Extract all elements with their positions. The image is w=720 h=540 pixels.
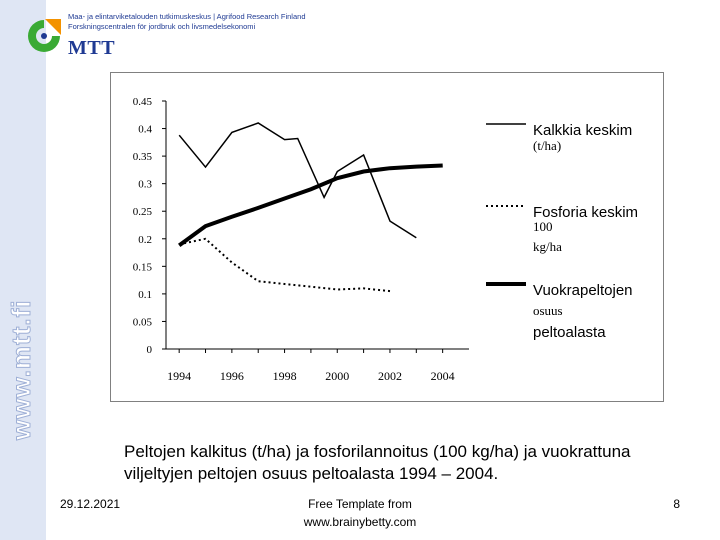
org-line-1: Maa- ja elintarviketalouden tutkimuskeskus | Agrifood Research Finland bbox=[68, 12, 306, 21]
page-number: 8 bbox=[673, 497, 680, 511]
mtt-logo-icon bbox=[24, 16, 64, 56]
slide-caption: Peltojen kalkitus (t/ha) ja fosforilannoitus (100 kg/ha) ja vuokrattuna viljeltyjen peltojen osuus peltoalasta 1994 – 2004. bbox=[124, 442, 631, 483]
x-tick-label: 2004 bbox=[430, 369, 455, 383]
y-tick-label: 0.35 bbox=[132, 151, 152, 164]
footer-template-credit bbox=[260, 495, 460, 531]
x-tick-label: 1994 bbox=[167, 369, 192, 383]
chart-frame bbox=[110, 72, 664, 402]
series-line-3 bbox=[179, 166, 443, 246]
y-tick-label: 0.25 bbox=[132, 206, 152, 219]
y-tick-label: 0.15 bbox=[132, 261, 152, 274]
y-tick-label: 0.4 bbox=[138, 123, 152, 136]
x-tick-label: 2000 bbox=[325, 369, 350, 383]
y-tick-label: 0 bbox=[146, 344, 152, 356]
legend-label-2: Fosforia keskim bbox=[533, 204, 639, 221]
legend-label-3: Vuokrapeltojen bbox=[533, 282, 633, 299]
y-tick-label: 0.1 bbox=[138, 288, 152, 301]
legend-unit-2: kg/ha bbox=[533, 239, 562, 254]
brand-name: MTT bbox=[68, 37, 116, 59]
y-tick-label: 0.2 bbox=[138, 233, 152, 246]
line-chart bbox=[111, 73, 665, 403]
x-tick-label: 1996 bbox=[219, 369, 244, 383]
legend-unit-1: (t/ha) bbox=[533, 138, 562, 153]
sidebar-url: www.mtt.fi bbox=[6, 299, 36, 440]
y-tick-label: 0.45 bbox=[132, 96, 152, 108]
footer-date: 29.12.2021 bbox=[60, 497, 121, 511]
template-credit-line-1: Free Template from bbox=[308, 497, 412, 511]
x-tick-label: 1998 bbox=[272, 369, 297, 383]
legend-unit-2: 100 bbox=[533, 219, 553, 234]
legend-unit-3: osuus bbox=[533, 303, 563, 318]
sidebar-band bbox=[0, 0, 46, 540]
template-credit-url: www.brainybetty.com bbox=[303, 515, 417, 529]
legend-unit-3: peltoalasta bbox=[533, 324, 606, 341]
series-line-1 bbox=[179, 123, 416, 238]
y-tick-label: 0.05 bbox=[132, 316, 152, 329]
series-line-2 bbox=[179, 239, 390, 291]
y-tick-label: 0.3 bbox=[138, 178, 152, 191]
x-tick-label: 2002 bbox=[377, 369, 402, 383]
org-line-2: Forskningscentralen för jordbruk och livsmedelsekonomi bbox=[68, 22, 256, 31]
legend-label-1: Kalkkia keskim bbox=[533, 122, 633, 139]
